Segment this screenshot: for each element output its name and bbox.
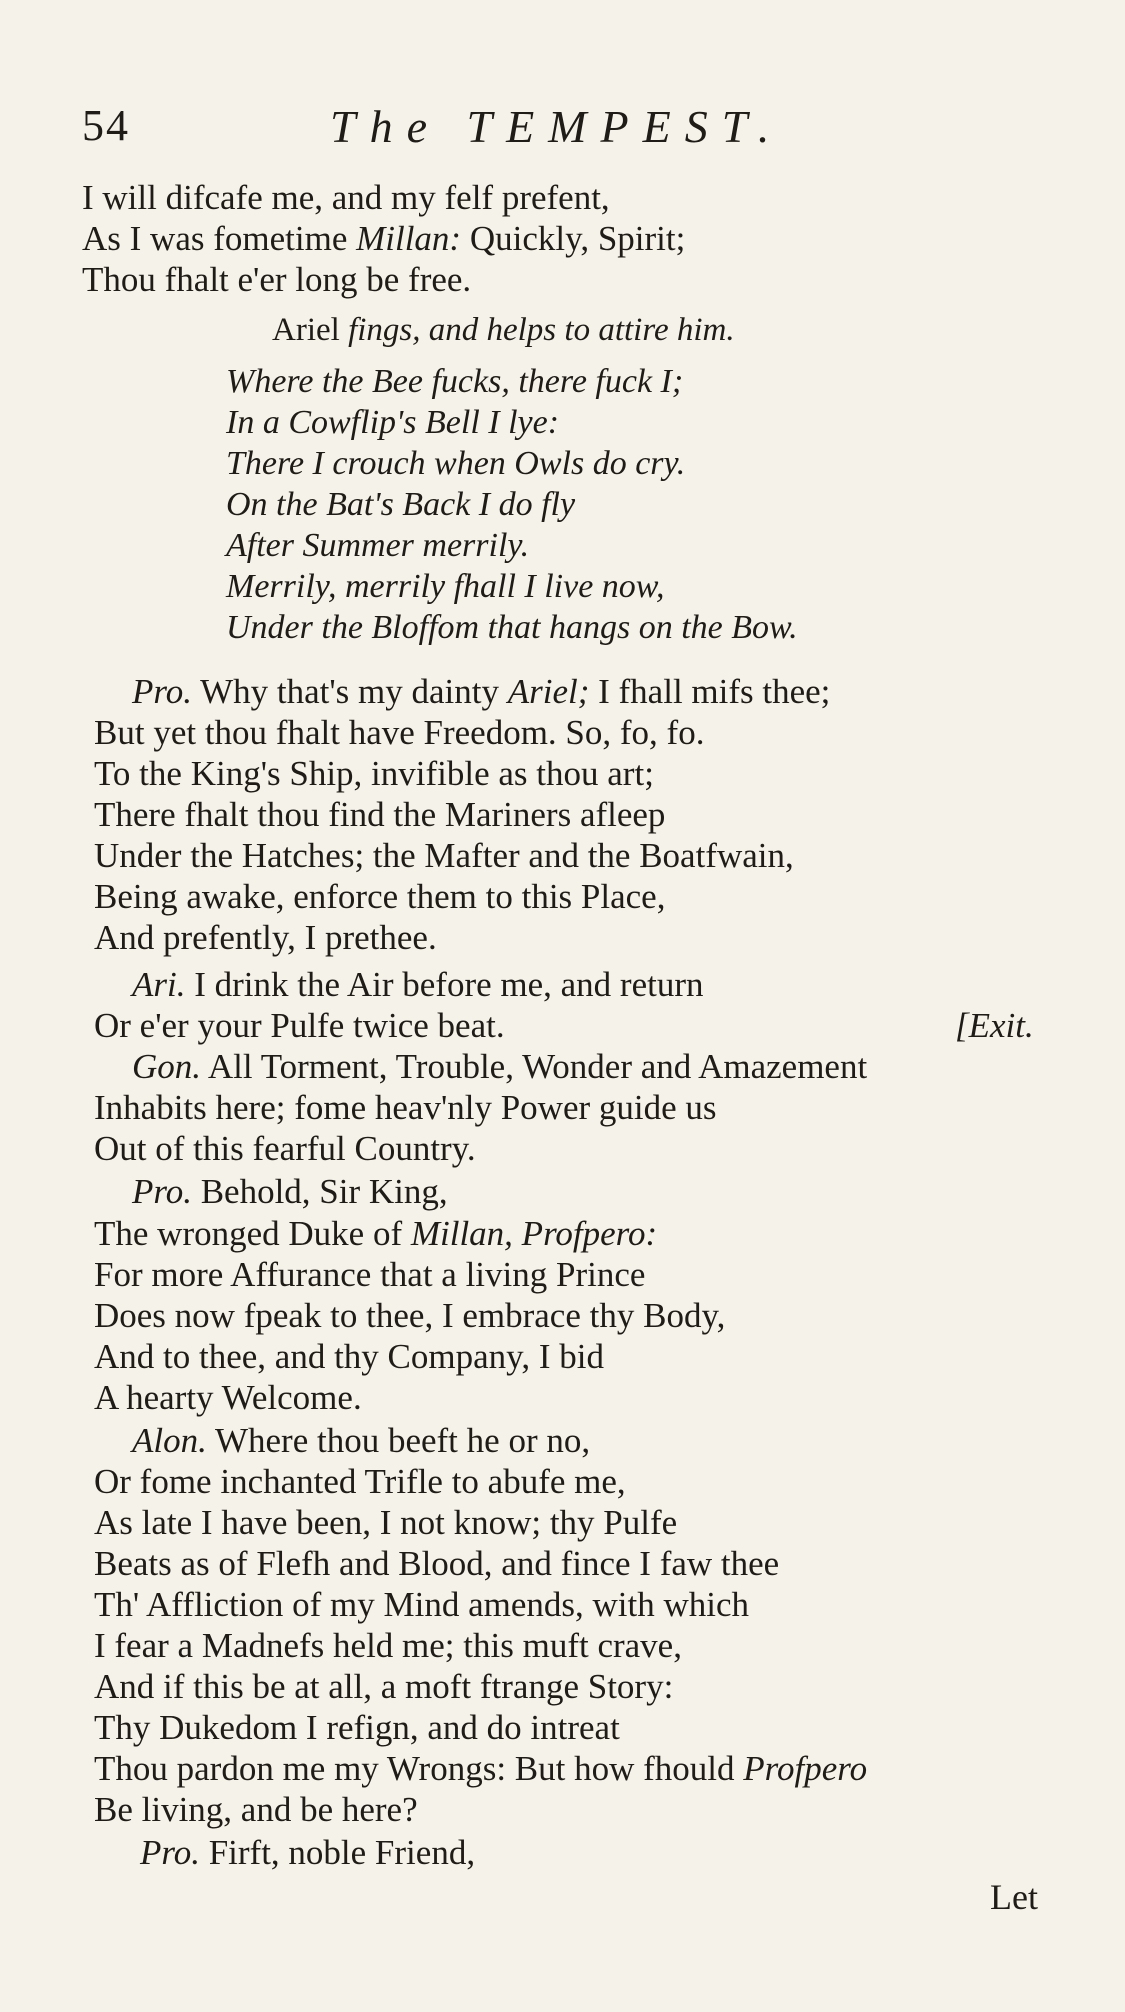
text-line: But yet thou fhalt have Freedom. So, fo, fo.: [94, 713, 705, 752]
text-line: Th' Affliction of my Mind amends, with which: [94, 1585, 750, 1624]
text-line: Out of this fearful Country.: [94, 1129, 476, 1168]
text-line: And if this be at all, a moft ftrange Story:: [94, 1667, 674, 1706]
speaker-name: Alon.: [132, 1421, 207, 1460]
song-line: After Summer merrily.: [226, 527, 530, 564]
text-line: Ari. I drink the Air before me, and return: [132, 965, 704, 1004]
song-line: Where the Bee fucks, there fuck I;: [226, 363, 684, 400]
song-line: On the Bat's Back I do fly: [226, 486, 576, 523]
text-line: Or e'er your Pulfe twice beat.: [94, 1006, 505, 1045]
text-line: Pro. Why that's my dainty Ariel; I fhall mifs thee;: [132, 672, 831, 711]
text-line: Alon. Where thou beeft he or no,: [132, 1421, 591, 1460]
song-line: There I crouch when Owls do cry.: [226, 445, 686, 482]
text-line: Thy Dukedom I refign, and do intreat: [94, 1708, 620, 1747]
text-line: Beats as of Flefh and Blood, and fince I faw thee: [94, 1544, 780, 1583]
text-line: Does now fpeak to thee, I embrace thy Body,: [94, 1296, 726, 1335]
text-line: As late I have been, I not know; thy Pulfe: [94, 1503, 678, 1542]
text-line: Be living, and be here?: [94, 1790, 418, 1829]
text-line: Under the Hatches; the Mafter and the Boatfwain,: [94, 836, 794, 875]
text-line: I fear a Madnefs held me; this muft crave,: [94, 1626, 682, 1665]
page-number: 54: [82, 101, 130, 150]
text-line: Inhabits here; fome heav'nly Power guide us: [94, 1088, 717, 1127]
text-line: Pro. Behold, Sir King,: [132, 1172, 448, 1211]
song-line: In a Cowflip's Bell I lye:: [226, 404, 560, 441]
text-line: Gon. All Torment, Trouble, Wonder and Amazement: [132, 1047, 868, 1086]
text-line: A hearty Welcome.: [94, 1378, 362, 1417]
catchword: Let: [990, 1877, 1038, 1917]
text-line: And to thee, and thy Company, I bid: [94, 1337, 605, 1376]
text-line: I will difcafe me, and my felf prefent,: [82, 178, 610, 217]
text-line: And prefently, I prethee.: [94, 918, 437, 957]
speaker-name: Ari.: [132, 965, 186, 1004]
running-title: The TEMPEST.: [330, 101, 784, 152]
text-line: As I was fometime Millan: Quickly, Spirit;: [82, 219, 686, 258]
text-line: Thou pardon me my Wrongs: But how fhould Profpero: [94, 1749, 868, 1788]
text-line: The wronged Duke of Millan, Profpero:: [94, 1214, 658, 1253]
text-line: Pro. Firft, noble Friend,: [140, 1833, 476, 1872]
speaker-name: Gon.: [132, 1047, 202, 1086]
text-line: For more Affurance that a living Prince: [94, 1255, 646, 1294]
speaker-name: Pro.: [140, 1833, 200, 1872]
text-line: There fhalt thou find the Mariners afleep: [94, 795, 666, 834]
speaker-name: Pro.: [132, 672, 192, 711]
stage-direction-exit: [Exit.: [955, 1006, 1034, 1045]
text-line: To the King's Ship, invifible as thou art;: [94, 754, 654, 793]
page-header: [82, 100, 1042, 160]
speaker-name: Pro.: [132, 1172, 192, 1211]
text-line: Or fome inchanted Trifle to abufe me,: [94, 1462, 626, 1501]
stage-direction: Ariel fings, and helps to attire him.: [272, 312, 735, 348]
text-line: Thou fhalt e'er long be free.: [82, 260, 472, 299]
text-line: Being awake, enforce them to this Place,: [94, 877, 666, 916]
song-line: Merrily, merrily fhall I live now,: [226, 568, 665, 605]
song-line: Under the Bloffom that hangs on the Bow.: [226, 609, 798, 646]
